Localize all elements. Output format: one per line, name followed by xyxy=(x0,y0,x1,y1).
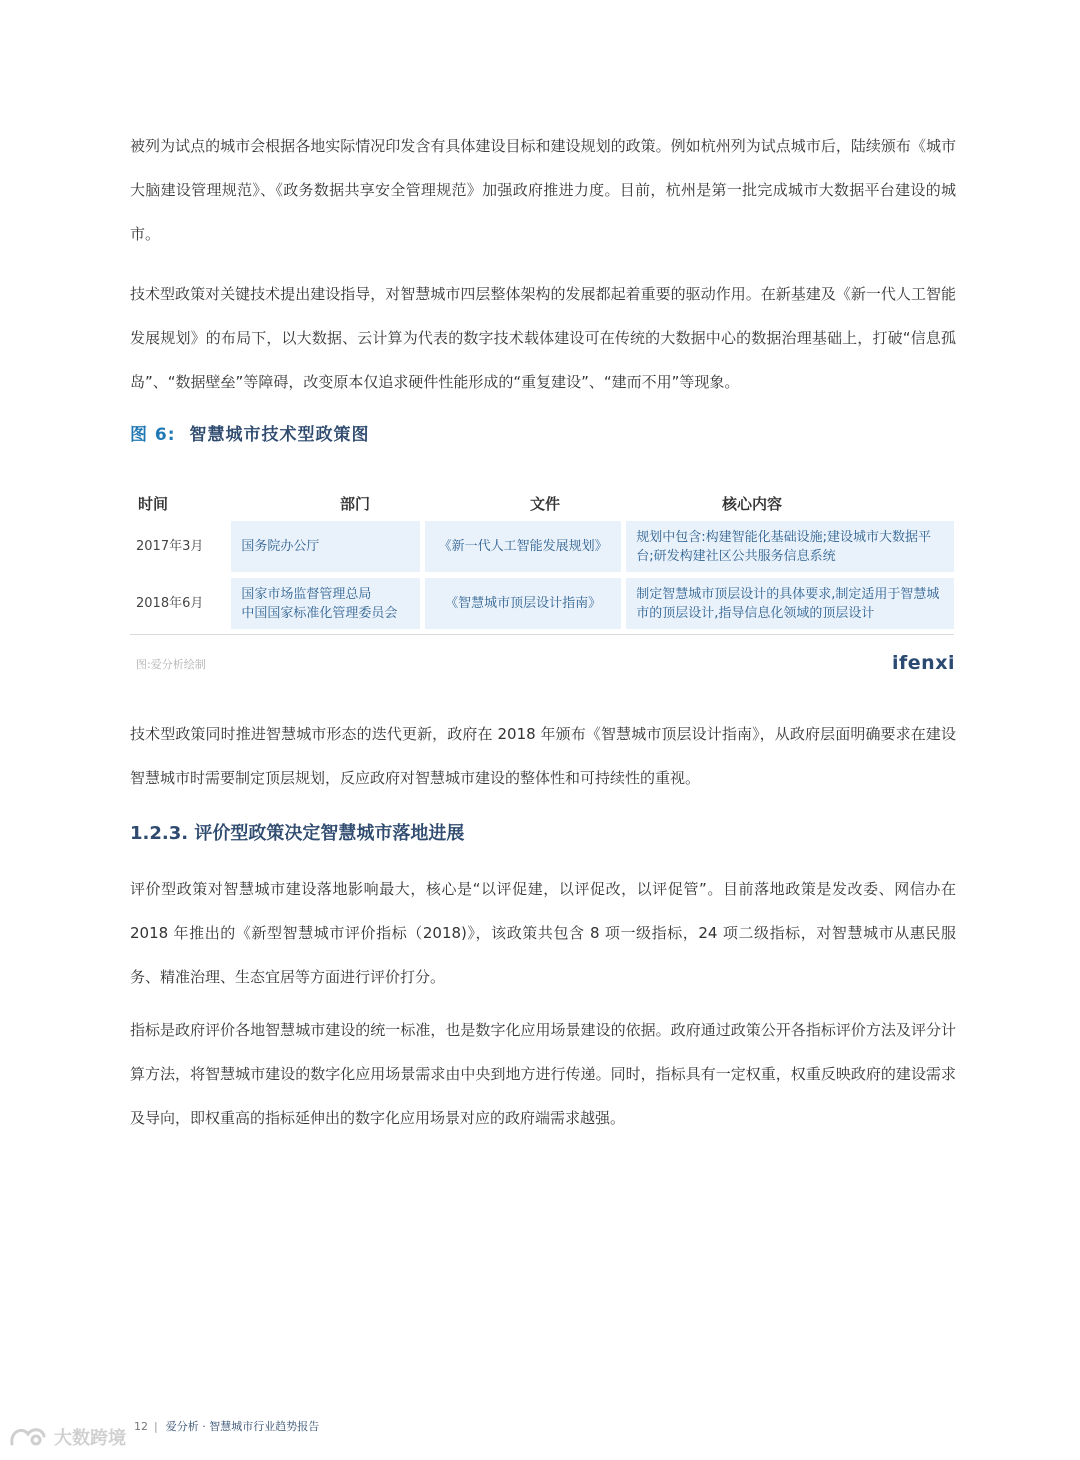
section-heading: 1.2.3. 评价型政策决定智慧城市落地进展 xyxy=(130,823,465,844)
watermark-text: 大数跨境 xyxy=(54,1428,126,1449)
paragraph-evaluation-policy: 评价型政策对智慧城市建设落地影响最大，核心是“以评促建，以评促改，以评促管”。目前落地政策是发改委、网信办在 2018 年推出的《新型智慧城市评价指标（2018)》，该政策共包含 8 项一级指标，24 项二级指标，对智慧城市从惠民服务、精准治理、生态宜居等方面进行评价打分。 xyxy=(130,880,956,986)
cell-dept xyxy=(231,578,420,629)
watermark-icon xyxy=(8,1424,48,1450)
cell-time: 2017年3月 xyxy=(136,539,204,554)
cell-time: 2018年6月 xyxy=(136,596,204,611)
page-footer xyxy=(134,1418,319,1434)
paragraph-technical-policy: 技术型政策对关键技术提出建设指导，对智慧城市四层整体架构的发展都起着重要的驱动作用。在新基建及《新一代人工智能发展规划》的布局下，以大数据、云计算为代表的数字技术载体建设可在传统的大数据中心的数据治理基础上，打破“信息孤岛”、“数据壁垒”等障碍，改变原本仅追求硬件性能形成的“重复建设”、“建而不用”等现象。 xyxy=(130,285,956,391)
dept-line: 国家市场监督管理总局 xyxy=(241,586,372,602)
table-header-row xyxy=(130,488,954,518)
cell-dept: 国务院办公厅 xyxy=(231,521,420,572)
policy-table xyxy=(130,488,954,635)
brand-logo: ifenxi xyxy=(892,652,955,674)
page-number: 12 xyxy=(134,1419,148,1433)
figure-number: 图 6: xyxy=(130,425,176,445)
table-divider xyxy=(130,634,954,635)
cell-doc: 《智慧城市顶层设计指南》 xyxy=(425,578,621,629)
paragraph-pilot-cities: 被列为试点的城市会根据各地实际情况印发含有具体建设目标和建设规划的政策。例如杭州列为试点城市后，陆续颁布《城市大脑建设管理规范》、《政务数据共享安全管理规范》加强政府推进力度。目前，杭州是第一批完成城市大数据平台建设的城市。 xyxy=(130,137,956,243)
table-row xyxy=(130,518,954,575)
header-time: 时间 xyxy=(138,494,169,513)
figure-title xyxy=(130,420,370,445)
paragraph-indicators: 指标是政府评价各地智慧城市建设的统一标准，也是数字化应用场景建设的依据。政府通过政策公开各指标评价方法及评分计算方法，将智慧城市建设的数字化应用场景需求由中央到地方进行传递。同时，指标具有一定权重，权重反映政府的建设需求及导向，即权重高的指标延伸出的数字化应用场景对应的政府端需求越强。 xyxy=(130,1021,956,1127)
figure-caption: 智慧城市技术型政策图 xyxy=(189,425,370,445)
watermark xyxy=(8,1424,126,1450)
footer-title: 爱分析 · 智慧城市行业趋势报告 xyxy=(165,1420,320,1433)
cell-core: 制定智慧城市顶层设计的具体要求,制定适用于智慧城市的顶层设计,指导信息化领域的顶层设计 xyxy=(626,578,954,629)
header-doc: 文件 xyxy=(530,494,561,513)
paragraph-top-level-design: 技术型政策同时推进智慧城市形态的迭代更新，政府在 2018 年颁布《智慧城市顶层设计指南》，从政府层面明确要求在建设智慧城市时需要制定顶层规划，反应政府对智慧城市建设的整体性和可持续性的重视。 xyxy=(130,725,956,787)
cell-doc: 《新一代人工智能发展规划》 xyxy=(425,521,621,572)
footer-separator: | xyxy=(154,1419,158,1433)
table-row xyxy=(130,575,954,632)
figure-source: 图:爱分析绘制 xyxy=(136,658,206,671)
header-dept: 部门 xyxy=(340,494,371,513)
cell-core: 规划中包含:构建智能化基础设施;建设城市大数据平台;研发构建社区公共服务信息系统 xyxy=(626,521,954,572)
dept-line: 中国国家标准化管理委员会 xyxy=(241,605,398,621)
header-core: 核心内容 xyxy=(722,494,783,513)
